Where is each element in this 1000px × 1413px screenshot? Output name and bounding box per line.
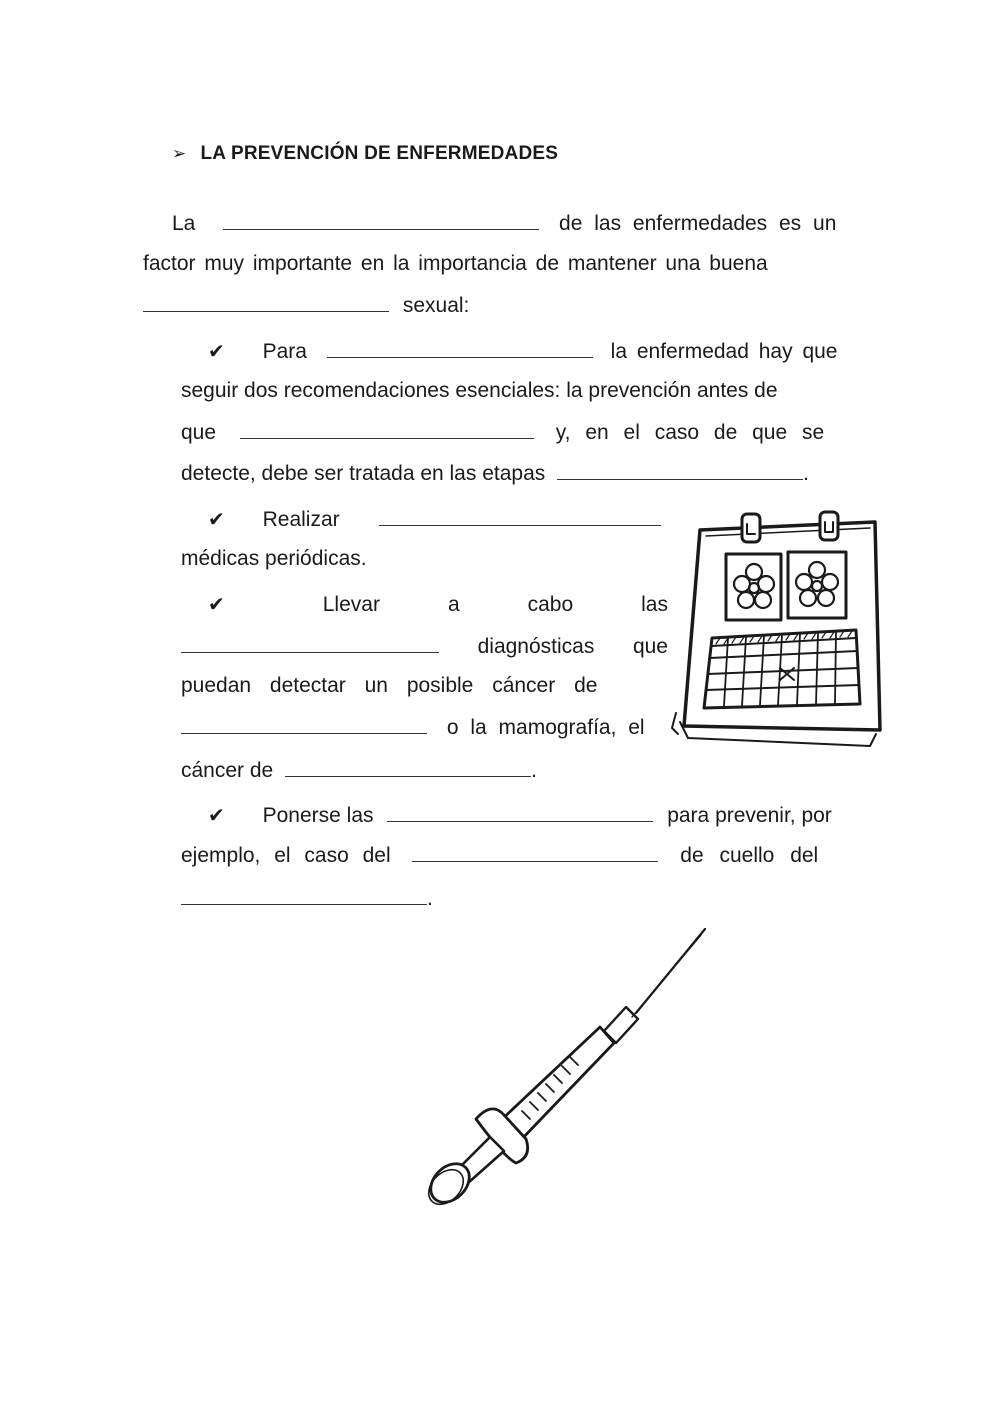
item3-line-4 bbox=[181, 713, 668, 742]
item-text: las bbox=[641, 593, 668, 616]
item-text: la enfermedad hay que bbox=[610, 340, 838, 363]
item-text: ejemplo, el caso del bbox=[181, 844, 391, 867]
item-text: y, en el caso de que se bbox=[555, 421, 825, 444]
item-text: Realizar bbox=[262, 508, 340, 531]
intro-line-2 bbox=[143, 250, 856, 278]
check-mark-icon: ✔ bbox=[208, 509, 225, 531]
item-text: o la mamografía, el bbox=[446, 716, 645, 739]
item3-line-3 bbox=[181, 672, 668, 700]
item1-line-1 bbox=[208, 337, 856, 366]
item2-line-2 bbox=[181, 545, 367, 573]
item-text: seguir dos recomendaciones esenciales: la prevención antes de bbox=[181, 379, 778, 402]
item-text: Para bbox=[262, 340, 307, 363]
item1-line-4 bbox=[181, 459, 809, 488]
item-text: que bbox=[181, 421, 217, 444]
item-text: diagnósticas bbox=[477, 635, 595, 658]
blank-field[interactable] bbox=[387, 801, 653, 822]
blank-field[interactable] bbox=[181, 632, 439, 653]
item4-line-1 bbox=[208, 801, 856, 830]
blank-field[interactable] bbox=[412, 841, 658, 862]
item2-line-1 bbox=[208, 505, 661, 534]
item-text: para prevenir, por bbox=[667, 804, 832, 827]
blank-field[interactable] bbox=[285, 756, 531, 777]
item1-line-3 bbox=[181, 418, 856, 447]
item4-line-3 bbox=[181, 884, 433, 913]
item-text: . bbox=[531, 759, 537, 782]
intro-text: La bbox=[172, 212, 196, 235]
blank-field[interactable] bbox=[240, 418, 534, 439]
blank-field[interactable] bbox=[223, 209, 539, 230]
blank-field[interactable] bbox=[181, 884, 427, 905]
intro-text: de las enfermedades es un bbox=[559, 212, 837, 235]
arrow-bullet-icon: ➢ bbox=[172, 144, 187, 163]
item-text: que bbox=[632, 635, 668, 658]
item-text: de cuello del bbox=[680, 844, 819, 867]
item3-line-5 bbox=[181, 756, 537, 785]
intro-line-3 bbox=[143, 291, 469, 320]
blank-field[interactable] bbox=[557, 459, 803, 480]
item1-line-2 bbox=[181, 377, 856, 405]
check-mark-icon: ✔ bbox=[208, 805, 225, 827]
intro-text: sexual: bbox=[402, 294, 470, 317]
heading-title: LA PREVENCIÓN DE ENFERMEDADES bbox=[200, 143, 559, 164]
item-text: a bbox=[447, 593, 460, 616]
check-mark-icon: ✔ bbox=[208, 594, 225, 616]
blank-field[interactable] bbox=[143, 291, 389, 312]
intro-text: factor muy importante en la importancia de mantener una buena bbox=[143, 252, 768, 275]
calendar-icon bbox=[670, 508, 890, 758]
item-text: Ponerse las bbox=[262, 804, 374, 827]
blank-field[interactable] bbox=[327, 337, 593, 358]
intro-line-1 bbox=[172, 209, 856, 238]
item3-line-2 bbox=[181, 632, 668, 661]
item-text: cáncer de bbox=[181, 759, 274, 782]
item-text: Llevar bbox=[322, 593, 380, 616]
item-text: . bbox=[427, 887, 433, 910]
item4-line-2 bbox=[181, 841, 856, 870]
blank-field[interactable] bbox=[181, 713, 427, 734]
blank-field[interactable] bbox=[379, 505, 661, 526]
item-text: . bbox=[803, 462, 809, 485]
item3-line-1 bbox=[208, 591, 668, 619]
section-heading bbox=[172, 143, 558, 165]
item-text: detecte, debe ser tratada en las etapas bbox=[181, 462, 546, 485]
check-mark-icon: ✔ bbox=[208, 341, 225, 363]
item-text: cabo bbox=[527, 593, 574, 616]
item-text: médicas periódicas. bbox=[181, 547, 367, 570]
item-text: puedan detectar un posible cáncer de bbox=[181, 674, 598, 697]
syringe-icon bbox=[420, 925, 720, 1215]
